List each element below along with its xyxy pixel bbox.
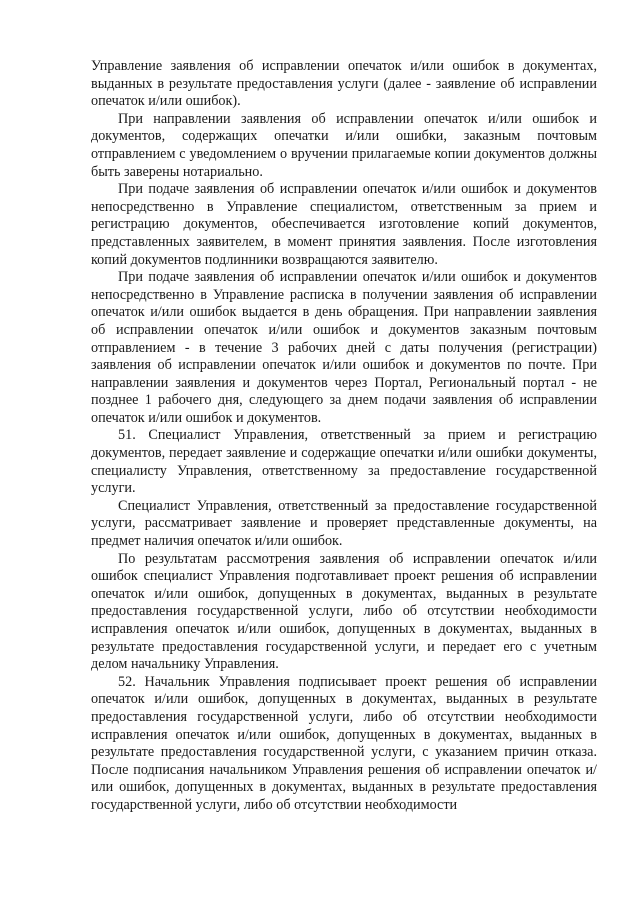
paragraph-7: По результатам рассмотрения заявления об исправлении опечаток и/или ошибок специалист Управления подготавливает проект решения об исправлении опечаток и/или ошибок, допущенных в документах, выданных в результате предоставления государственной услуги, либо об отсутствии необходимости исправления опечаток и/или ошибок, допущенных в документах, выданных в результате предоставления государственной услуги, и передает его с учетным делом начальнику Управления. — [91, 550, 597, 673]
document-page — [91, 58, 597, 815]
paragraph-6: Специалист Управления, ответственный за предоставление государственной услуги, рассматривает заявление и проверяет представленные документы, на предмет наличия опечаток и/или ошибок. — [91, 497, 597, 550]
paragraph-5: 51. Специалист Управления, ответственный за прием и регистрацию документов, передает заявление и содержащие опечатки и/или ошибки документы, специалисту Управления, ответственному за предоставление государственной услуги. — [91, 427, 597, 497]
paragraph-8: 52. Начальник Управления подписывает проект решения об исправлении опечаток и/или ошибок, допущенных в документах, выданных в результате предоставления государственной услуги, либо об отсутствии необходимости исправления опечаток и/или ошибок, допущенных в документах, выданных в результате предоставления государственной услуги, с указанием причин отказа. После подписания начальником Управления решения об исправлении опечаток и/или ошибок, допущенных в документах, выданных в результате предоставления государственной услуги, либо об отсутствии необходимости — [91, 673, 597, 813]
paragraph-2: При направлении заявления об исправлении опечаток и/или ошибок и документов, содержащих опечатки и/или ошибки, заказным почтовым отправлением с уведомлением о вручении прилагаемые копии документов должны быть заверены нотариально. — [91, 110, 597, 180]
paragraph-3: При подаче заявления об исправлении опечаток и/или ошибок и документов непосредственно в Управление специалистом, ответственным за прием и регистрацию документов, обеспечивается изготовление копий документов, представленных заявителем, в момент принятия заявления. После изготовления копий документов подлинники возвращаются заявителю. — [91, 181, 597, 268]
paragraph-4: При подаче заявления об исправлении опечаток и/или ошибок и документов непосредственно в Управление расписка в получении заявления об исправлении опечаток и/или ошибок выдается в день обращения. При направлении заявления об исправлении опечаток и/или ошибок и документов заказным почтовым отправлением - в течение 3 рабочих дней с даты получения (регистрации) заявления об исправлении опечаток и/или ошибок и документов по почте. При направлении заявления и документов через Портал, Региональный портал - не позднее 1 рабочего дня, следующего за днем подачи заявления об исправлении опечаток и/или ошибок и документов. — [91, 269, 597, 426]
paragraph-1: Управление заявления об исправлении опечаток и/или ошибок в документах, выданных в результате предоставления услуги (далее - заявление об исправлении опечаток и/или ошибок). — [91, 58, 597, 110]
